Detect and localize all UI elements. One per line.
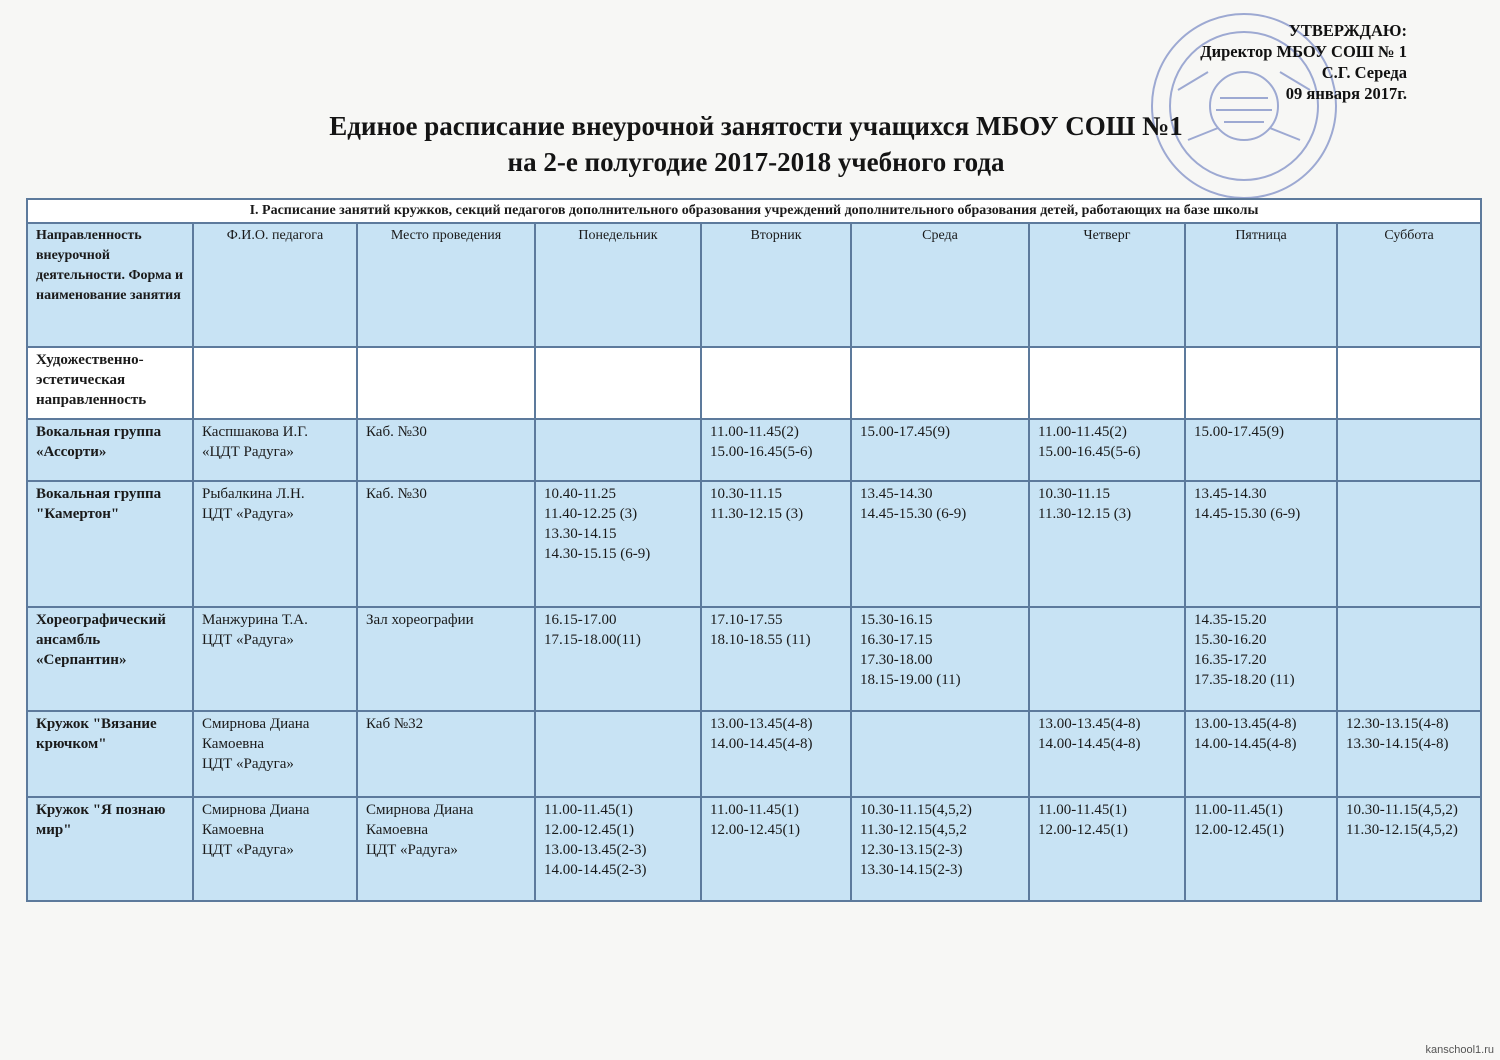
schedule-row [27, 419, 1481, 481]
teacher-line: Каспшакова И.Г. [202, 424, 308, 440]
category-empty-cell [535, 347, 701, 419]
time-slot: 13.45-14.30 [1194, 486, 1267, 502]
place-cell: Каб №32 [357, 711, 535, 797]
activity-name-cell: Вокальная группа «Ассорти» [27, 419, 193, 481]
teacher-cell [193, 607, 357, 711]
header-friday: Пятница [1185, 223, 1337, 347]
place-line: ЦДТ «Радуга» [366, 842, 458, 858]
time-slot: 12.00-12.45(1) [1194, 822, 1284, 838]
saturday-time-cell [1337, 481, 1481, 607]
place-cell [357, 797, 535, 901]
friday-time-cell [1185, 481, 1337, 607]
approval-date: 09 января 2017г. [1285, 84, 1407, 103]
saturday-time-cell [1337, 607, 1481, 711]
time-slot: 10.30-11.15 [1038, 486, 1110, 502]
category-label: Художественно-эстетическая направленность [27, 347, 193, 419]
activity-name-cell: Хореографический ансамбль «Серпантин» [27, 607, 193, 711]
place-line: Смирнова Диана Камоевна [366, 802, 474, 838]
thursday-time-cell [1029, 481, 1185, 607]
time-slot: 11.30-12.15 (3) [1038, 506, 1132, 522]
teacher-cell [193, 711, 357, 797]
time-slot: 14.00-14.45(2-3) [544, 862, 647, 878]
category-empty-cell [1029, 347, 1185, 419]
time-slot: 15.00-17.45(9) [1194, 424, 1284, 440]
time-slot: 11.30-12.15(4,5,2 [860, 822, 967, 838]
saturday-time-cell [1337, 711, 1481, 797]
place-cell: Каб. №30 [357, 481, 535, 607]
time-slot: 10.30-11.15(4,5,2) [860, 802, 972, 818]
place-cell: Каб. №30 [357, 419, 535, 481]
teacher-line: Рыбалкина Л.Н. [202, 486, 305, 502]
friday-time-cell [1185, 711, 1337, 797]
teacher-line: «ЦДТ Радуга» [202, 444, 294, 460]
time-slot: 10.30-11.15 [710, 486, 782, 502]
time-slot: 17.30-18.00 [860, 652, 933, 668]
tuesday-time-cell [701, 607, 851, 711]
time-slot: 15.00-16.45(5-6) [1038, 444, 1141, 460]
time-slot: 11.00-11.45(1) [1194, 802, 1283, 818]
teacher-line: Смирнова Диана Камоевна [202, 716, 310, 752]
schedule-row [27, 481, 1481, 607]
time-slot: 13.45-14.30 [860, 486, 933, 502]
approval-label: УТВЕРЖДАЮ: [1288, 21, 1407, 40]
teacher-line: Смирнова Диана Камоевна [202, 802, 310, 838]
time-slot: 10.40-11.25 [544, 486, 616, 502]
activity-name-cell: Кружок "Я познаю мир" [27, 797, 193, 901]
title-line-2: на 2-е полугодие 2017-2018 учебного года [507, 147, 1005, 177]
time-slot: 13.30-14.15 [544, 526, 617, 542]
activity-name-cell: Кружок "Вязание крючком" [27, 711, 193, 797]
header-direction: Направленность внеурочной деятельности. Форма и наименование занятия [27, 223, 193, 347]
wednesday-time-cell [851, 607, 1029, 711]
time-slot: 17.35-18.20 (11) [1194, 672, 1295, 688]
category-empty-cell [701, 347, 851, 419]
thursday-time-cell [1029, 607, 1185, 711]
time-slot: 11.00-11.45(1) [544, 802, 633, 818]
time-slot: 14.45-15.30 (6-9) [860, 506, 967, 522]
time-slot: 15.00-16.45(5-6) [710, 444, 813, 460]
thursday-time-cell [1029, 797, 1185, 901]
tuesday-time-cell [701, 419, 851, 481]
teacher-line: ЦДТ «Радуга» [202, 632, 294, 648]
teacher-cell [193, 481, 357, 607]
time-slot: 14.35-15.20 [1194, 612, 1267, 628]
time-slot: 13.30-14.15(4-8) [1346, 736, 1449, 752]
header-place: Место проведения [357, 223, 535, 347]
time-slot: 17.10-17.55 [710, 612, 783, 628]
time-slot: 11.00-11.45(1) [710, 802, 799, 818]
schedule-table [26, 198, 1482, 902]
time-slot: 13.00-13.45(4-8) [1038, 716, 1141, 732]
place-cell: Зал хореографии [357, 607, 535, 711]
teacher-cell [193, 419, 357, 481]
friday-time-cell [1185, 419, 1337, 481]
time-slot: 11.30-12.15(4,5,2) [1346, 822, 1458, 838]
teacher-cell [193, 797, 357, 901]
column-header-row [27, 223, 1481, 347]
tuesday-time-cell [701, 481, 851, 607]
time-slot: 14.00-14.45(4-8) [710, 736, 813, 752]
page-title [150, 108, 1362, 180]
time-slot: 15.30-16.20 [1194, 632, 1267, 648]
friday-time-cell [1185, 607, 1337, 711]
time-slot: 13.00-13.45(4-8) [710, 716, 813, 732]
header-saturday: Суббота [1337, 223, 1481, 347]
monday-time-cell [535, 607, 701, 711]
time-slot: 11.40-12.25 (3) [544, 506, 638, 522]
schedule-row [27, 711, 1481, 797]
category-empty-cell [851, 347, 1029, 419]
header-thursday: Четверг [1029, 223, 1185, 347]
tuesday-time-cell [701, 797, 851, 901]
time-slot: 14.30-15.15 (6-9) [544, 546, 651, 562]
wednesday-time-cell [851, 797, 1029, 901]
section-title: I. Расписание занятий кружков, секций педагогов дополнительного образования учреждений дополнительного образования детей, работающих на базе школы [27, 199, 1481, 223]
time-slot: 13.00-13.45(4-8) [1194, 716, 1297, 732]
monday-time-cell [535, 419, 701, 481]
time-slot: 14.45-15.30 (6-9) [1194, 506, 1301, 522]
time-slot: 12.00-12.45(1) [544, 822, 634, 838]
thursday-time-cell [1029, 419, 1185, 481]
schedule-row [27, 797, 1481, 901]
footer-watermark: kanschool1.ru [1425, 1044, 1494, 1056]
time-slot: 11.00-11.45(2) [1038, 424, 1127, 440]
time-slot: 14.00-14.45(4-8) [1038, 736, 1141, 752]
category-empty-cell [1185, 347, 1337, 419]
tuesday-time-cell [701, 711, 851, 797]
category-empty-cell [1337, 347, 1481, 419]
monday-time-cell [535, 711, 701, 797]
time-slot: 14.00-14.45(4-8) [1194, 736, 1297, 752]
monday-time-cell [535, 481, 701, 607]
wednesday-time-cell [851, 711, 1029, 797]
saturday-time-cell [1337, 797, 1481, 901]
approval-position: Директор МБОУ СОШ № 1 [1200, 42, 1407, 61]
wednesday-time-cell [851, 419, 1029, 481]
approval-block [1200, 20, 1407, 104]
time-slot: 13.30-14.15(2-3) [860, 862, 963, 878]
teacher-line: Манжурина Т.А. [202, 612, 308, 628]
time-slot: 16.15-17.00 [544, 612, 617, 628]
time-slot: 13.00-13.45(2-3) [544, 842, 647, 858]
time-slot: 16.30-17.15 [860, 632, 933, 648]
time-slot: 15.00-17.45(9) [860, 424, 950, 440]
time-slot: 12.30-13.15(4-8) [1346, 716, 1449, 732]
wednesday-time-cell [851, 481, 1029, 607]
friday-time-cell [1185, 797, 1337, 901]
activity-name-cell: Вокальная группа "Камертон" [27, 481, 193, 607]
approval-name: С.Г. Середа [1321, 63, 1407, 82]
category-row [27, 347, 1481, 419]
time-slot: 17.15-18.00(11) [544, 632, 641, 648]
time-slot: 11.00-11.45(1) [1038, 802, 1127, 818]
schedule-table-container [26, 198, 1480, 908]
time-slot: 10.30-11.15(4,5,2) [1346, 802, 1458, 818]
header-wednesday: Среда [851, 223, 1029, 347]
saturday-time-cell [1337, 419, 1481, 481]
teacher-line: ЦДТ «Радуга» [202, 842, 294, 858]
category-empty-cell [357, 347, 535, 419]
teacher-line: ЦДТ «Радуга» [202, 756, 294, 772]
header-teacher: Ф.И.О. педагога [193, 223, 357, 347]
header-tuesday: Вторник [701, 223, 851, 347]
time-slot: 15.30-16.15 [860, 612, 933, 628]
time-slot: 12.00-12.45(1) [1038, 822, 1128, 838]
title-line-1: Единое расписание внеурочной занятости учащихся МБОУ СОШ №1 [329, 111, 1183, 141]
time-slot: 11.00-11.45(2) [710, 424, 799, 440]
time-slot: 12.00-12.45(1) [710, 822, 800, 838]
monday-time-cell [535, 797, 701, 901]
header-monday: Понедельник [535, 223, 701, 347]
category-empty-cell [193, 347, 357, 419]
time-slot: 11.30-12.15 (3) [710, 506, 804, 522]
teacher-line: ЦДТ «Радуга» [202, 506, 294, 522]
schedule-row [27, 607, 1481, 711]
time-slot: 18.15-19.00 (11) [860, 672, 961, 688]
time-slot: 16.35-17.20 [1194, 652, 1267, 668]
time-slot: 12.30-13.15(2-3) [860, 842, 963, 858]
thursday-time-cell [1029, 711, 1185, 797]
time-slot: 18.10-18.55 (11) [710, 632, 811, 648]
section-header-row [27, 199, 1481, 223]
